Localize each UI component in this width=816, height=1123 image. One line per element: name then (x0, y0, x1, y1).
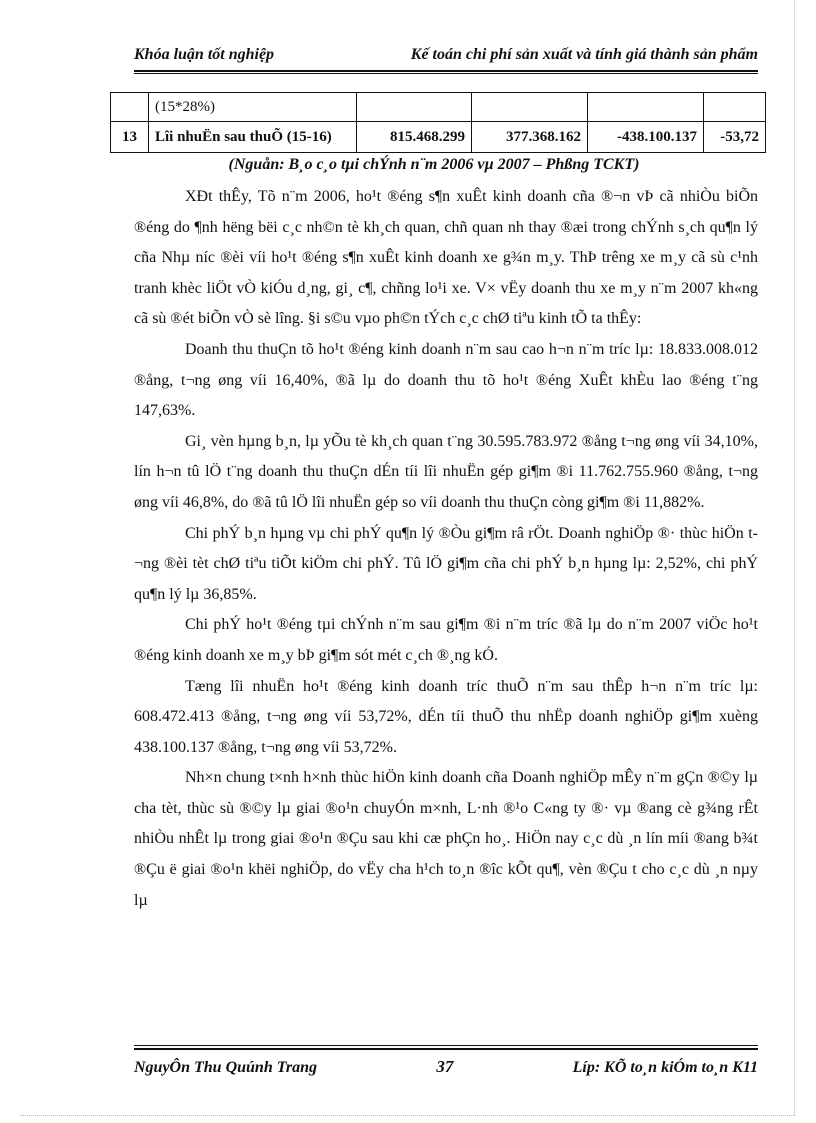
cell-item: (15*28%) (149, 93, 357, 122)
cell-value-percent (704, 93, 766, 122)
page-footer (134, 1053, 758, 1077)
header-left-title: Khóa luận tốt nghiệp (134, 46, 275, 63)
paragraph: Tæng lîi nhuËn ho¹t ®éng kinh doanh tríc thuÕ n¨m sau thÊp h¬n n¨m tríc lµ: 608.472.413 ®ång, t¬ng øng víi 53,72%, dÉn tíi thuÕ thu nhËp doanh nghiÖp gi¶m xuèng 438.100.137 ®ång, t¬ng øng víi 53,72%. (134, 677, 758, 756)
page-edge-bottom (20, 1115, 796, 1116)
table-row (111, 122, 766, 153)
body-text (134, 182, 758, 916)
cell-no (111, 93, 149, 122)
footer-rule-thin (134, 1045, 758, 1046)
page-edge-right (794, 0, 795, 1115)
paragraph: Doanh thu thuÇn tõ ho¹t ®éng kinh doanh n¨m sau cao h¬n n¨m tríc lµ: 18.833.008.012 ®ång, t¬ng øng víi 16,40%, ®ã lµ do doanh thu tõ ho¹t ®éng XuÊt khÈu lao ®éng t¨ng 147,63%. (134, 340, 758, 420)
header-rule (134, 70, 758, 72)
paragraph: XÐt thÊy, Tõ n¨m 2006, ho¹t ®éng s¶n xuÊt kinh doanh cña ®¬n vÞ cã nhiÒu biÕn ®éng do ¶nh hëng bëi c¸c nh©n tè kh¸ch quan, chñ quan nh thay ®æi trong chÝnh s¸ch qu¶n lý cña Nhµ níc ®èi víi ho¹t ®éng s¶n xuÊt kinh doanh xe g¾n m¸y. ThÞ trêng xe m¸y cã sù c¹nh tranh khèc liÖt vÒ kiÓu d¸ng, gi¸ c¶, chñng lo¹i xe. V× vËy doanh thu xe m¸y n¨m 2007 kh«ng cã sù ®ét biÕn vÒ sè lîng. §i s©u vµo ph©n tÝch c¸c chØ tiªu kinh tÕ ta thÊy: (134, 188, 758, 328)
paragraph: Nh×n chung t×nh h×nh thùc hiÖn kinh doanh cña Doanh nghiÖp mÊy n¨m gÇn ®©y lµ cha tèt, thùc sù ®©y lµ giai ®o¹n chuyÓn m×nh, L·nh ®¹o C«ng ty ®· vµ ®ang cè g¾ng rÊt nhiÒu nhÊt lµ trong giai ®o¹n ®Çu sau khi cæ phÇn ho¸. HiÖn nay c¸c dù ¸n lín míi ®ang b¾t ®Çu ë giai ®o¹n khëi nghiÖp, do vËy cha h¹ch to¸n ®îc kÕt qu¶, vèn ®Çu t cho c¸c dù ¸n nµy lµ (134, 769, 758, 909)
cell-no: 13 (111, 122, 149, 153)
header-right-title: Kế toán chi phí sản xuất và tính giá thành sản phẩm (410, 46, 758, 63)
cell-value-diff (588, 93, 704, 122)
page-header (134, 46, 758, 67)
cell-value-percent: -53,72 (704, 122, 766, 153)
header-rule-thin (134, 73, 758, 74)
table-source-caption: (Nguån: B¸o c¸o tµi chÝnh n¨m 2006 vµ 2007 – Phßng TCKT) (228, 156, 640, 173)
footer-author: NguyÔn Thu Quúnh Trang (134, 1059, 318, 1076)
footer-rule (134, 1048, 758, 1050)
paragraph: Chi phÝ ho¹t ®éng tµi chÝnh n¨m sau gi¶m ®i n¨m tríc ®ã lµ do n¨m 2007 viÖc ho¹t ®éng kinh doanh xe m¸y bÞ gi¶m sót mét c¸ch ®¸ng kÓ. (134, 616, 758, 664)
data-table (110, 92, 766, 153)
cell-item: Lîi nhuËn sau thuÕ (15-16) (149, 122, 357, 153)
paragraph: Chi phÝ b¸n hµng vµ chi phÝ qu¶n lý ®Òu gi¶m râ rÖt. Doanh nghiÖp ®· thùc hiÖn t¬ng ®èi tèt chØ tiªu tiÕt kiÖm chi phÝ. Tû lÖ gi¶m cña chi phÝ b¸n hµng lµ: 2,52%, chi phÝ qu¶n lý lµ 36,85%. (134, 524, 758, 603)
table-row (111, 93, 766, 122)
footer-class: Líp: KÕ to¸n kiÓm to¸n K11 (572, 1059, 758, 1076)
cell-value-2006 (472, 93, 588, 122)
cell-value-2007 (357, 93, 472, 122)
cell-value-2006: 377.368.162 (472, 122, 588, 153)
cell-value-2007: 815.468.299 (357, 122, 472, 153)
paragraph: Gi¸ vèn hµng b¸n, lµ yÕu tè kh¸ch quan t¨ng 30.595.783.972 ®ång t¬ng øng víi 34,10%, lín h¬n tû lÖ t¨ng doanh thu thuÇn dÉn tíi lîi nhuËn gép gi¶m ®i 11.762.755.960 ®ång, t¬ng øng víi 46,8%, do ®ã tû lÖ lîi nhuËn gép so víi doanh thu thuÇn còng gi¶m ®i 11,882%. (134, 432, 758, 511)
page-number: 37 (436, 1057, 454, 1076)
cell-value-diff: -438.100.137 (588, 122, 704, 153)
